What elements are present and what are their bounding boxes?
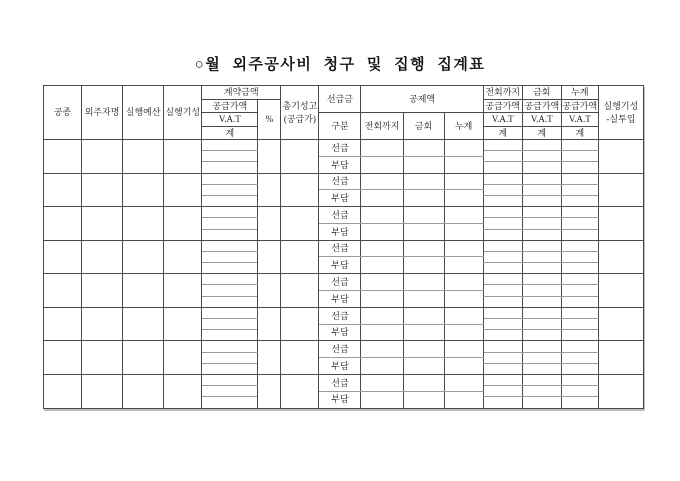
cell-cum-supply [561,374,598,385]
cell-total-progress [281,173,319,207]
cell-category-burden: 부담 [319,223,361,240]
cell-exec-minus-input [598,173,643,207]
cell-prev-vat [483,285,522,296]
cell-cum-vat [561,251,598,262]
cell-category-burden: 부담 [319,156,361,173]
cell-prev-sum [483,263,522,274]
cell-cum-sum [561,296,598,307]
cell-deduct-prev-burden [361,358,403,375]
cell-deduct-this-burden [403,223,444,240]
header-cum-supply-price: 공급가액 [562,100,598,111]
cell-category-burden: 부담 [319,291,361,308]
cell-contract-sum [202,363,258,374]
cell-deduct-cum-burden [444,291,483,308]
cell-exec-budget [123,207,164,241]
cell-exec-budget [123,307,164,341]
cell-deduct-this-burden [403,190,444,207]
cell-prev-supply [483,274,522,285]
header-exec-budget: 실행예산 [123,86,164,140]
cell-this-supply [522,207,561,218]
cell-contract-supply [202,274,258,285]
cell-prev-vat [483,218,522,229]
cell-cum-vat [561,285,598,296]
cell-exec-minus-input [598,374,643,408]
cell-category-advance: 선급 [319,274,361,291]
cell-category-burden: 부담 [319,391,361,408]
cell-work-type [44,240,82,274]
cell-exec-progress [164,207,202,241]
cell-total-progress [281,341,319,375]
cell-percent [258,374,281,408]
cell-deduct-this-advance [403,140,444,157]
cell-cum-supply [561,240,598,251]
cell-exec-progress [164,374,202,408]
cell-total-progress [281,374,319,408]
cell-prev-sum [483,397,522,408]
cell-exec-progress [164,341,202,375]
cell-this-sum [522,195,561,206]
cell-percent [258,173,281,207]
cell-deduct-this-advance [403,374,444,391]
cell-exec-budget [123,341,164,375]
cell-contract-supply [202,173,258,184]
cell-total-progress [281,207,319,241]
cell-deduct-this-burden [403,291,444,308]
cell-this-vat [522,218,561,229]
cell-this-vat [522,251,561,262]
cell-category-advance: 선급 [319,307,361,324]
cell-category-advance: 선급 [319,374,361,391]
cell-category-burden: 부담 [319,190,361,207]
cell-work-type [44,173,82,207]
cell-category-advance: 선급 [319,173,361,190]
cell-prev-supply [483,140,522,151]
page-title: ○월 외주공사비 청구 및 집행 집계표 [194,57,486,73]
cell-deduct-this-burden [403,156,444,173]
cell-cum-sum [561,363,598,374]
header-prev-sum: 계 [483,126,522,140]
cell-deduct-cum-advance [444,207,483,224]
cell-deduct-cum-burden [444,190,483,207]
cell-prev-vat [483,251,522,262]
cell-deduct-prev-burden [361,257,403,274]
cell-this-vat [522,184,561,195]
cell-category-burden: 부담 [319,257,361,274]
cell-prev-sum [483,363,522,374]
cell-contract-supply [202,207,258,218]
cell-cum-vat [561,151,598,162]
cell-category-burden: 부담 [319,358,361,375]
cell-category-advance: 선급 [319,240,361,257]
cell-this-sum [522,330,561,341]
cell-prev-sum [483,195,522,206]
cell-deduct-cum-advance [444,140,483,157]
cell-deduct-prev-advance [361,274,403,291]
cell-contract-supply [202,341,258,352]
cell-deduct-this-burden [403,324,444,341]
cell-cum-sum [561,330,598,341]
header-deduction: 공제액 [361,86,483,113]
cell-contract-supply [202,374,258,385]
header-prev-vat: V.A.T [483,113,522,127]
header-cum-group: 누계 [561,86,598,100]
header-total-progress-line2: (공급가) [283,113,316,124]
cell-exec-minus-input [598,240,643,274]
cell-cum-supply [561,307,598,318]
cell-contract-supply [202,240,258,251]
cell-deduct-cum-advance [444,274,483,291]
cell-prev-vat [483,184,522,195]
header-exec-minus-input [598,86,643,140]
header-contract-vat: V.A.T [202,113,258,127]
cell-prev-supply [483,207,522,218]
cell-prev-sum [483,162,522,173]
cell-deduct-this-advance [403,307,444,324]
cell-contract-vat [202,151,258,162]
cell-percent [258,207,281,241]
cell-this-supply [522,274,561,285]
header-this-vat: V.A.T [522,113,561,127]
header-exec-progress: 실행기성 [164,86,202,140]
cell-deduct-prev-advance [361,307,403,324]
cell-deduct-cum-burden [444,358,483,375]
cell-deduct-prev-advance [361,207,403,224]
cell-cum-sum [561,162,598,173]
header-advance-payment: 선급금 [319,86,361,113]
header-contract-supply-price: 공급가액 [202,99,258,113]
cell-percent [258,140,281,174]
cell-work-type [44,374,82,408]
cell-exec-progress [164,274,202,308]
table-header [44,86,644,140]
cell-prev-supply [483,307,522,318]
cell-contractor [82,341,123,375]
cell-deduct-cum-burden [444,257,483,274]
cell-cum-supply [561,274,598,285]
cell-exec-budget [123,173,164,207]
header-total-progress [281,86,319,140]
cell-cum-vat [561,184,598,195]
cell-exec-progress [164,140,202,174]
header-category: 구분 [319,113,361,140]
cell-contractor [82,140,123,174]
cell-this-vat [522,319,561,330]
cell-deduct-prev-burden [361,156,403,173]
cell-cum-sum [561,195,598,206]
cell-exec-minus-input [598,140,643,174]
cell-prev-supply [483,374,522,385]
cell-contract-vat [202,184,258,195]
cell-exec-budget [123,140,164,174]
cell-deduct-cum-advance [444,173,483,190]
cell-deduct-cum-burden [444,223,483,240]
header-exec-minus-input-line2: -실투입 [606,113,636,124]
cell-cum-sum [561,229,598,240]
cell-deduct-cum-advance [444,374,483,391]
cell-deduct-this-advance [403,341,444,358]
cell-exec-budget [123,240,164,274]
header-this-sum: 계 [522,126,561,140]
cell-cum-vat [561,386,598,397]
cell-exec-minus-input [598,307,643,341]
header-percent: % [258,99,281,140]
cell-contract-vat [202,386,258,397]
cell-prev-sum [483,330,522,341]
cell-contract-vat [202,352,258,363]
cell-contract-sum [202,296,258,307]
cell-deduct-cum-advance [444,341,483,358]
cell-total-progress [281,140,319,174]
header-this-group: 금회 [522,86,561,100]
header-this-supply-price: 공급가액 [522,99,561,113]
summary-table [43,85,644,409]
cell-deduct-this-burden [403,391,444,408]
cell-deduct-prev-burden [361,291,403,308]
cell-deduct-cum-burden [444,391,483,408]
cell-exec-progress [164,240,202,274]
cell-cum-supply [561,207,598,218]
cell-deduct-prev-burden [361,190,403,207]
cell-contractor [82,274,123,308]
cell-this-sum [522,263,561,274]
cell-contractor [82,307,123,341]
cell-cum-supply [561,140,598,151]
cell-exec-budget [123,374,164,408]
header-deduct-this-time: 금회 [403,113,444,140]
cell-deduct-prev-advance [361,173,403,190]
header-exec-minus-input-line1: 실행기성 [603,101,639,112]
cell-exec-budget [123,274,164,308]
cell-work-type [44,274,82,308]
cell-prev-vat [483,352,522,363]
cell-this-sum [522,162,561,173]
header-prev-group: 전회까지 [483,86,522,100]
header-work-type: 공종 [44,86,82,140]
header-prev-supply-price: 공급가액 [483,99,522,113]
cell-deduct-prev-burden [361,324,403,341]
cell-exec-minus-input [598,274,643,308]
cell-deduct-this-advance [403,173,444,190]
cell-cum-sum [561,263,598,274]
cell-this-supply [522,374,561,385]
cell-exec-minus-input [598,341,643,375]
header-cum-sum: 계 [561,126,598,140]
cell-deduct-cum-burden [444,324,483,341]
cell-percent [258,240,281,274]
cell-deduct-prev-advance [361,240,403,257]
cell-prev-sum [483,229,522,240]
cell-deduct-cum-burden [444,156,483,173]
cell-prev-vat [483,151,522,162]
cell-cum-vat [561,352,598,363]
cell-deduct-this-advance [403,207,444,224]
cell-percent [258,307,281,341]
header-cum-vat: V.A.T [561,113,598,127]
cell-prev-supply [483,341,522,352]
header-contract-amount: 계약금액 [202,86,281,100]
cell-prev-supply [483,173,522,184]
cell-deduct-prev-advance [361,140,403,157]
cell-this-vat [522,386,561,397]
cell-contract-sum [202,229,258,240]
cell-contract-supply [202,140,258,151]
cell-deduct-cum-advance [444,240,483,257]
cell-prev-vat [483,319,522,330]
cell-contract-sum [202,195,258,206]
cell-contract-sum [202,162,258,173]
cell-percent [258,274,281,308]
cell-contractor [82,240,123,274]
cell-this-vat [522,285,561,296]
header-total-progress-line1: 총기성고 [282,101,318,112]
cell-cum-supply [561,173,598,184]
table-body [44,140,644,409]
cell-cum-supply [561,341,598,352]
cell-contractor [82,374,123,408]
cell-contract-vat [202,319,258,330]
cell-this-sum [522,296,561,307]
cell-deduct-this-advance [403,274,444,291]
cell-contract-vat [202,251,258,262]
cell-this-vat [522,352,561,363]
cell-deduct-prev-advance [361,374,403,391]
cell-deduct-cum-advance [444,307,483,324]
cell-cum-vat [561,319,598,330]
cell-prev-supply [483,240,522,251]
cell-this-supply [522,140,561,151]
cell-exec-progress [164,307,202,341]
cell-cum-vat [561,218,598,229]
cell-deduct-this-burden [403,358,444,375]
cell-this-sum [522,397,561,408]
cell-contract-sum [202,330,258,341]
cell-this-supply [522,341,561,352]
cell-category-advance: 선급 [319,341,361,358]
cell-this-supply [522,240,561,251]
cell-contract-sum [202,397,258,408]
cell-contract-sum [202,263,258,274]
cell-category-burden: 부담 [319,324,361,341]
header-deduct-until-prev: 전회까지 [361,113,403,140]
cell-cum-sum [561,397,598,408]
cell-deduct-this-advance [403,240,444,257]
cell-work-type [44,307,82,341]
cell-exec-progress [164,173,202,207]
cell-percent [258,341,281,375]
cell-prev-sum [483,296,522,307]
cell-contract-supply [202,307,258,318]
cell-contract-vat [202,285,258,296]
cell-this-supply [522,173,561,184]
header-contractor: 외주자명 [82,86,123,140]
cell-contractor [82,207,123,241]
cell-deduct-prev-advance [361,341,403,358]
cell-total-progress [281,274,319,308]
cell-contract-vat [202,218,258,229]
cell-total-progress [281,307,319,341]
cell-this-sum [522,229,561,240]
cell-this-sum [522,363,561,374]
cell-this-supply [522,307,561,318]
cell-deduct-this-burden [403,257,444,274]
cell-work-type [44,341,82,375]
cell-this-vat [522,151,561,162]
cell-category-advance: 선급 [319,140,361,157]
cell-deduct-prev-burden [361,391,403,408]
header-deduct-cumulative: 누계 [444,113,483,140]
cell-deduct-prev-burden [361,223,403,240]
cell-work-type [44,140,82,174]
cell-category-advance: 선급 [319,207,361,224]
cell-prev-vat [483,386,522,397]
cell-exec-minus-input [598,207,643,241]
cell-total-progress [281,240,319,274]
cell-work-type [44,207,82,241]
cell-contractor [82,173,123,207]
header-contract-sum: 계 [202,126,258,140]
